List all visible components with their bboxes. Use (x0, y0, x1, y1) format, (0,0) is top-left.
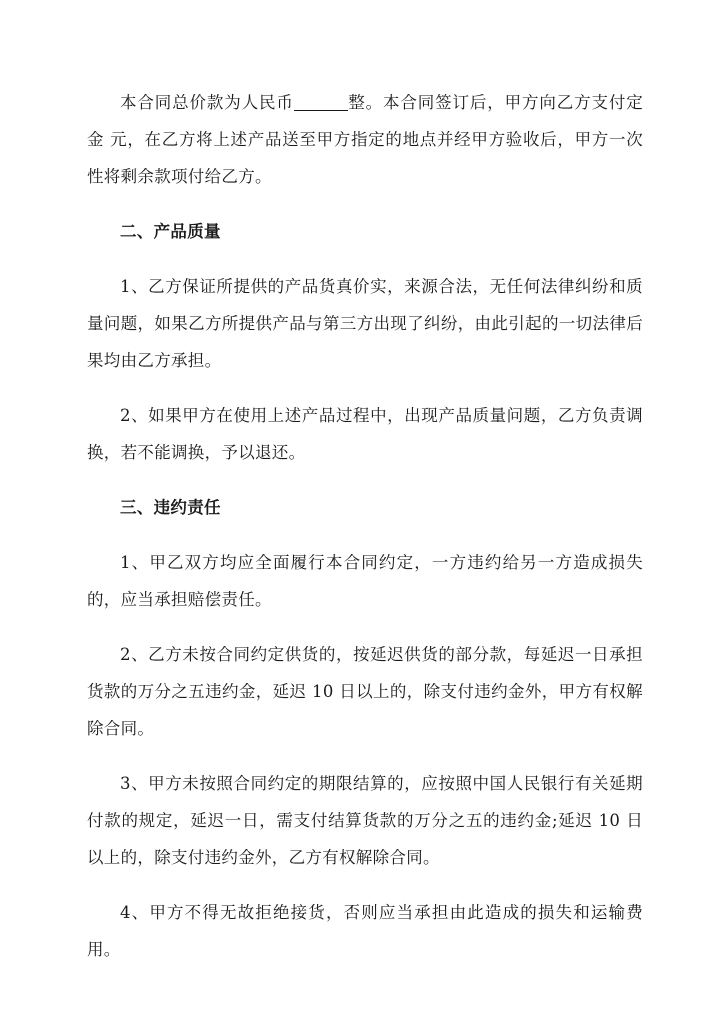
amount-blank-line (294, 92, 348, 111)
breach-clause-3: 3、甲方未按照合同约定的期限结算的，应按照中国人民银行有关延期付款的规定，延迟一日，需支付结算货款的万分之五的违约金;延迟 10 日以上的，除支付违约金外，乙方有权解除合同。 (87, 774, 643, 867)
document-page (87, 84, 643, 986)
payment-text-start: 本合同总价款为人民币 (120, 93, 294, 112)
breach-clause-1: 1、甲乙双方均应全面履行本合同约定，一方违约给另一方造成损失的，应当承担赔偿责任。 (87, 553, 643, 609)
section-heading-breach: 三、违约责任 (120, 498, 221, 517)
section-heading-quality: 二、产品质量 (120, 222, 221, 241)
breach-clause-2: 2、乙方未按合同约定供货的，按延迟供货的部分款，每延迟一日承担货款的万分之五违约金，延迟 10 日以上的，除支付违约金外，甲方有权解除合同。 (87, 645, 643, 738)
quality-clause-1: 1、乙方保证所提供的产品货真价实，来源合法，无任何法律纠纷和质量问题，如果乙方所提供产品与第三方出现了纠纷，由此引起的一切法律后果均由乙方承担。 (87, 277, 643, 370)
payment-text-end: 整。本合同签订后，甲方向乙方支付定金 元，在乙方将上述产品送至甲方指定的地点并经甲方验收后，甲方一次性将剩余款项付给乙方。 (87, 93, 643, 186)
breach-clause-4: 4、甲方不得无故拒绝接货，否则应当承担由此造成的损失和运输费用。 (87, 903, 643, 959)
quality-clause-2: 2、如果甲方在使用上述产品过程中，出现产品质量问题，乙方负责调换，若不能调换，予以退还。 (87, 406, 643, 462)
payment-paragraph (87, 84, 643, 195)
